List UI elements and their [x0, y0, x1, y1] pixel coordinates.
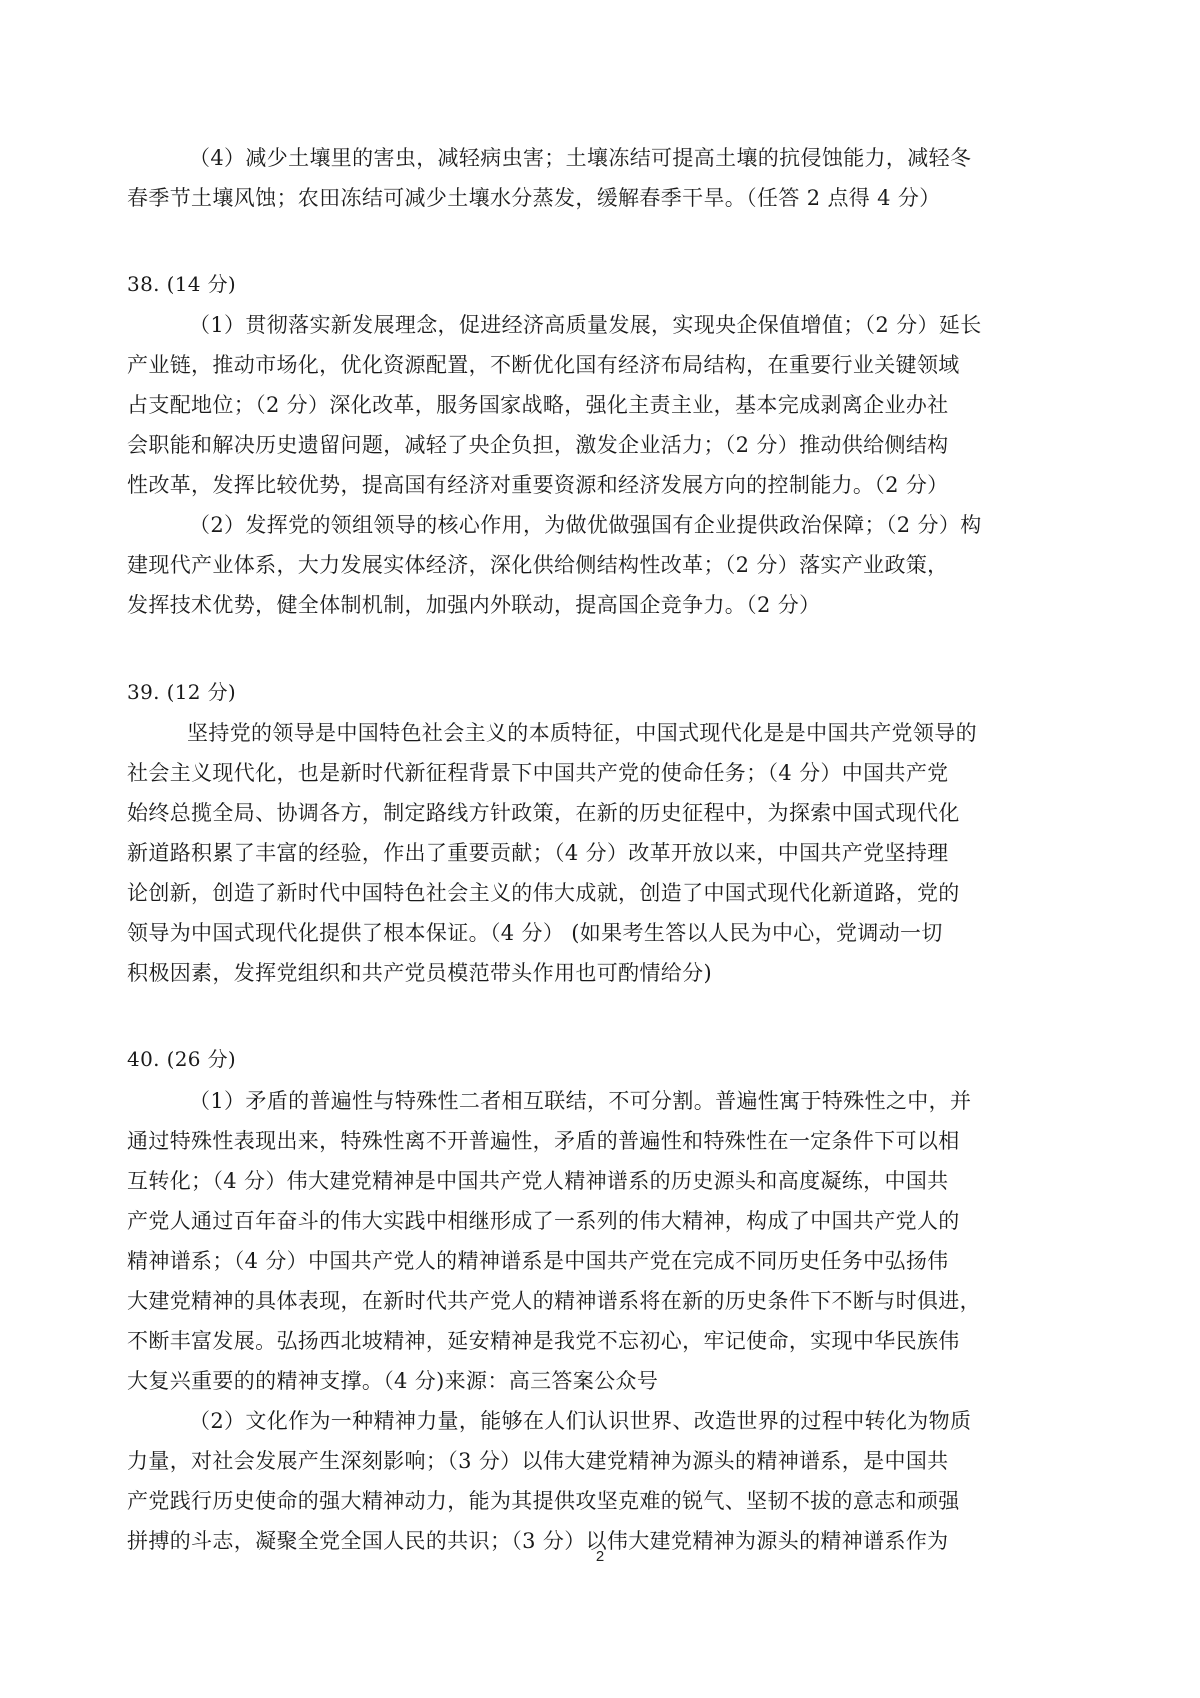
text-line: （1）贯彻落实新发展理念，促进经济高质量发展，实现央企保值增值；（2 分）延长	[189, 313, 982, 337]
text-line: （4）减少土壤里的害虫，减轻病虫害；土壤冻结可提高土壤的抗侵蚀能力，减轻冬	[189, 146, 972, 170]
text-line: 产业链，推动市场化，优化资源配置，不断优化国有经济布局结构，在重要行业关键领域	[127, 353, 960, 377]
question-38-heading: 38. (14 分)	[127, 272, 237, 296]
text-line: 春季节土壤风蚀；农田冻结可减少土壤水分蒸发，缓解春季干旱。（任答 2 点得 4 分）	[127, 186, 941, 210]
text-line: 发挥技术优势，健全体制机制，加强内外联动，提高国企竞争力。（2 分）	[127, 593, 821, 617]
question-39-heading: 39. (12 分)	[127, 680, 237, 704]
text-line: 始终总揽全局、协调各方，制定路线方针政策，在新的历史征程中，为探索中国式现代化	[127, 801, 960, 825]
text-line: 积极因素，发挥党组织和共产党员模范带头作用也可酌情给分)	[127, 961, 712, 985]
text-line: 性改革，发挥比较优势，提高国有经济对重要资源和经济发展方向的控制能力。（2 分）	[127, 473, 949, 497]
text-line: 新道路积累了丰富的经验，作出了重要贡献；（4 分）改革开放以来，中国共产党坚持理	[127, 841, 949, 865]
text-line: 坚持党的领导是中国特色社会主义的本质特征，中国式现代化是是中国共产党领导的	[187, 721, 977, 745]
text-line: 大复兴重要的的精神支撑。（4 分)来源：高三答案公众号	[127, 1369, 659, 1393]
text-line: 产党人通过百年奋斗的伟大实践中相继形成了一系列的伟大精神，构成了中国共产党人的	[127, 1209, 960, 1233]
text-line: 精神谱系；（4 分）中国共产党人的精神谱系是中国共产党在完成不同历史任务中弘扬伟	[127, 1249, 949, 1273]
text-line: （2）发挥党的领组领导的核心作用，为做优做强国有企业提供政治保障；（2 分）构	[189, 513, 982, 537]
text-line: 产党践行历史使命的强大精神动力，能为其提供攻坚克难的锐气、坚韧不拔的意志和顽强	[127, 1489, 960, 1513]
page-number: 2	[595, 1548, 605, 1565]
text-line: 大建党精神的具体表现，在新时代共产党人的精神谱系将在新的历史条件下不断与时俱进，	[127, 1289, 981, 1313]
text-line: 互转化；（4 分）伟大建党精神是中国共产党人精神谱系的历史源头和高度凝练，中国共	[127, 1169, 949, 1193]
text-line: 不断丰富发展。弘扬西北坡精神，延安精神是我党不忘初心，牢记使命，实现中华民族伟	[127, 1329, 960, 1353]
text-line: 领导为中国式现代化提供了根本保证。（4 分） (如果考生答以人民为中心，党调动一切	[127, 921, 943, 945]
text-line: 会职能和解决历史遗留问题，减轻了央企负担，激发企业活力；（2 分）推动供给侧结构	[127, 433, 949, 457]
text-line: 拼搏的斗志，凝聚全党全国人民的共识；（3 分）以伟大建党精神为源头的精神谱系作为	[127, 1529, 949, 1553]
text-line: 论创新，创造了新时代中国特色社会主义的伟大成就，创造了中国式现代化新道路，党的	[127, 881, 960, 905]
text-line: 占支配地位；（2 分）深化改革，服务国家战略，强化主责主业，基本完成剥离企业办社	[127, 393, 949, 417]
text-line: 建现代产业体系，大力发展实体经济，深化供给侧结构性改革；（2 分）落实产业政策，	[127, 553, 949, 577]
text-line: （1）矛盾的普遍性与特殊性二者相互联结，不可分割。普遍性寓于特殊性之中，并	[189, 1089, 972, 1113]
text-line: （2）文化作为一种精神力量，能够在人们认识世界、改造世界的过程中转化为物质	[189, 1409, 972, 1433]
text-line: 通过特殊性表现出来，特殊性离不开普遍性，矛盾的普遍性和特殊性在一定条件下可以相	[127, 1129, 960, 1153]
text-line: 社会主义现代化，也是新时代新征程背景下中国共产党的使命任务；（4 分）中国共产党	[127, 761, 949, 785]
question-40-heading: 40. (26 分)	[127, 1047, 237, 1071]
text-line: 力量，对社会发展产生深刻影响；（3 分）以伟大建党精神为源头的精神谱系，是中国共	[127, 1449, 949, 1473]
